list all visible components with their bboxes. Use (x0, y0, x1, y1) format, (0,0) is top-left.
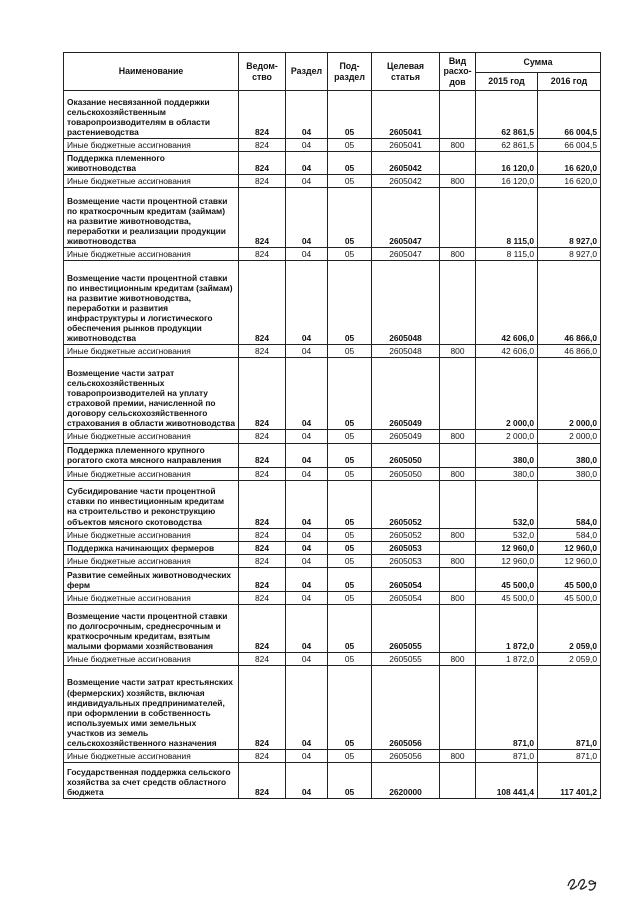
cell-sum-2016: 8 927,0 (538, 188, 601, 248)
cell-razdel: 04 (286, 604, 328, 652)
cell-sum-2015: 532,0 (476, 528, 538, 541)
table-row (64, 591, 601, 604)
cell-ved: 824 (239, 139, 286, 152)
cell-podrazdel: 05 (328, 480, 372, 528)
cell-name: Иные бюджетные ассигнования (64, 554, 239, 567)
table-row (64, 152, 601, 175)
cell-razdel: 04 (286, 567, 328, 591)
cell-name: Развитие семейных животноводческих ферм (64, 567, 239, 591)
cell-razdel: 04 (286, 467, 328, 480)
cell-razdel: 04 (286, 345, 328, 358)
cell-sum-2015: 12 960,0 (476, 554, 538, 567)
header-2016: 2016 год (538, 73, 601, 91)
table-row (64, 345, 601, 358)
cell-ved: 824 (239, 604, 286, 652)
cell-razdel: 04 (286, 152, 328, 175)
cell-tselevaya-statya: 2605053 (372, 554, 440, 567)
cell-sum-2015: 62 861,5 (476, 91, 538, 139)
cell-vid-raskhodov (440, 763, 476, 799)
cell-ved: 824 (239, 567, 286, 591)
cell-sum-2015: 380,0 (476, 443, 538, 467)
cell-vid-raskhodov: 800 (440, 248, 476, 261)
table-body (64, 91, 601, 799)
cell-name: Иные бюджетные ассигнования (64, 591, 239, 604)
cell-tselevaya-statya: 2605047 (372, 248, 440, 261)
cell-tselevaya-statya: 2605048 (372, 345, 440, 358)
cell-tselevaya-statya: 2605047 (372, 188, 440, 248)
table-row (64, 443, 601, 467)
cell-vid-raskhodov (440, 480, 476, 528)
cell-name: Поддержка племенного животноводства (64, 152, 239, 175)
cell-sum-2016: 584,0 (538, 528, 601, 541)
cell-sum-2016: 66 004,5 (538, 139, 601, 152)
cell-sum-2015: 45 500,0 (476, 591, 538, 604)
cell-razdel: 04 (286, 480, 328, 528)
cell-vid-raskhodov: 800 (440, 591, 476, 604)
table-row (64, 652, 601, 665)
cell-tselevaya-statya: 2605050 (372, 467, 440, 480)
cell-sum-2016: 12 960,0 (538, 541, 601, 554)
cell-tselevaya-statya: 2605041 (372, 91, 440, 139)
cell-vid-raskhodov: 800 (440, 750, 476, 763)
cell-sum-2015: 62 861,5 (476, 139, 538, 152)
cell-tselevaya-statya: 2605049 (372, 358, 440, 430)
cell-razdel: 04 (286, 248, 328, 261)
cell-sum-2016: 45 500,0 (538, 591, 601, 604)
cell-podrazdel: 05 (328, 152, 372, 175)
cell-name: Иные бюджетные ассигнования (64, 430, 239, 443)
table-row (64, 91, 601, 139)
table-row (64, 541, 601, 554)
cell-ved: 824 (239, 430, 286, 443)
cell-podrazdel: 05 (328, 528, 372, 541)
cell-sum-2016: 2 059,0 (538, 652, 601, 665)
cell-sum-2016: 2 000,0 (538, 430, 601, 443)
cell-razdel: 04 (286, 750, 328, 763)
cell-ved: 824 (239, 91, 286, 139)
table-row (64, 358, 601, 430)
header-summa: Сумма (476, 53, 601, 73)
cell-podrazdel: 05 (328, 541, 372, 554)
cell-ved: 824 (239, 188, 286, 248)
cell-ved: 824 (239, 152, 286, 175)
cell-tselevaya-statya: 2605048 (372, 261, 440, 345)
cell-ved: 824 (239, 750, 286, 763)
cell-sum-2016: 380,0 (538, 467, 601, 480)
cell-razdel: 04 (286, 188, 328, 248)
cell-vid-raskhodov (440, 604, 476, 652)
cell-ved: 824 (239, 443, 286, 467)
cell-razdel: 04 (286, 261, 328, 345)
cell-razdel: 04 (286, 139, 328, 152)
cell-sum-2015: 42 606,0 (476, 345, 538, 358)
cell-vid-raskhodov (440, 567, 476, 591)
cell-sum-2016: 117 401,2 (538, 763, 601, 799)
cell-podrazdel: 05 (328, 139, 372, 152)
cell-tselevaya-statya: 2605052 (372, 528, 440, 541)
cell-tselevaya-statya: 2605056 (372, 750, 440, 763)
cell-sum-2015: 532,0 (476, 480, 538, 528)
cell-razdel: 04 (286, 430, 328, 443)
table-row (64, 430, 601, 443)
cell-razdel: 04 (286, 591, 328, 604)
table-row (64, 763, 601, 799)
cell-razdel: 04 (286, 358, 328, 430)
cell-vid-raskhodov: 800 (440, 175, 476, 188)
cell-vid-raskhodov (440, 443, 476, 467)
cell-name: Иные бюджетные ассигнования (64, 652, 239, 665)
cell-sum-2016: 12 960,0 (538, 554, 601, 567)
cell-tselevaya-statya: 2605055 (372, 652, 440, 665)
cell-tselevaya-statya: 2605050 (372, 443, 440, 467)
cell-ved: 824 (239, 554, 286, 567)
cell-sum-2015: 1 872,0 (476, 652, 538, 665)
cell-vid-raskhodov: 800 (440, 139, 476, 152)
cell-name: Поддержка племенного крупного рогатого скота мясного направления (64, 443, 239, 467)
cell-podrazdel: 05 (328, 666, 372, 750)
cell-name: Субсидирование части процентной ставки по инвестиционным кредитам на строительство и реконструкцию объектов мясного скотоводства (64, 480, 239, 528)
cell-sum-2016: 2 000,0 (538, 358, 601, 430)
table-row (64, 528, 601, 541)
cell-tselevaya-statya: 2620000 (372, 763, 440, 799)
cell-ved: 824 (239, 345, 286, 358)
cell-podrazdel: 05 (328, 604, 372, 652)
cell-vid-raskhodov: 800 (440, 554, 476, 567)
table-row (64, 666, 601, 750)
cell-vid-raskhodov: 800 (440, 467, 476, 480)
table-row (64, 480, 601, 528)
cell-razdel: 04 (286, 528, 328, 541)
cell-podrazdel: 05 (328, 591, 372, 604)
cell-sum-2015: 871,0 (476, 750, 538, 763)
header-2015: 2015 год (476, 73, 538, 91)
cell-ved: 824 (239, 591, 286, 604)
cell-ved: 824 (239, 467, 286, 480)
cell-sum-2015: 108 441,4 (476, 763, 538, 799)
cell-ved: 824 (239, 528, 286, 541)
cell-razdel: 04 (286, 666, 328, 750)
cell-vid-raskhodov: 800 (440, 430, 476, 443)
cell-podrazdel: 05 (328, 567, 372, 591)
cell-name: Возмещение части процентной ставки по долгосрочным, среднесрочным и краткосрочным кредитам, взятым малыми формами хозяйствования (64, 604, 239, 652)
cell-sum-2015: 42 606,0 (476, 261, 538, 345)
cell-ved: 824 (239, 248, 286, 261)
cell-sum-2015: 12 960,0 (476, 541, 538, 554)
cell-sum-2015: 1 872,0 (476, 604, 538, 652)
cell-name: Оказание несвязанной поддержки сельскохозяйственным товаропроизводителям в области растениеводства (64, 91, 239, 139)
cell-razdel: 04 (286, 175, 328, 188)
cell-vid-raskhodov: 800 (440, 652, 476, 665)
cell-name: Возмещение части процентной ставки по инвестиционным кредитам (займам) на развитие животноводства, переработки и развития инфраструктуры и логистического обеспечения рынков продукции животноводства (64, 261, 239, 345)
cell-vid-raskhodov (440, 541, 476, 554)
cell-tselevaya-statya: 2605055 (372, 604, 440, 652)
cell-podrazdel: 05 (328, 750, 372, 763)
cell-ved: 824 (239, 652, 286, 665)
cell-sum-2016: 16 620,0 (538, 175, 601, 188)
cell-name: Иные бюджетные ассигнования (64, 175, 239, 188)
cell-sum-2016: 2 059,0 (538, 604, 601, 652)
cell-podrazdel: 05 (328, 91, 372, 139)
cell-sum-2016: 584,0 (538, 480, 601, 528)
cell-sum-2016: 46 866,0 (538, 261, 601, 345)
header-name: Наименование (64, 53, 239, 91)
cell-name: Возмещение части процентной ставки по краткосрочным кредитам (займам) на развитие животноводства, переработки и реализации продукции животноводства (64, 188, 239, 248)
header-ved: Ведом- ство (239, 53, 286, 91)
cell-razdel: 04 (286, 652, 328, 665)
cell-tselevaya-statya: 2605056 (372, 666, 440, 750)
cell-vid-raskhodov (440, 152, 476, 175)
cell-vid-raskhodov (440, 666, 476, 750)
cell-name: Иные бюджетные ассигнования (64, 139, 239, 152)
table-row (64, 175, 601, 188)
cell-name: Иные бюджетные ассигнования (64, 248, 239, 261)
cell-podrazdel: 05 (328, 358, 372, 430)
header-podrazdel: Под- раздел (328, 53, 372, 91)
cell-ved: 824 (239, 541, 286, 554)
cell-podrazdel: 05 (328, 261, 372, 345)
cell-sum-2016: 871,0 (538, 666, 601, 750)
table-row (64, 139, 601, 152)
cell-sum-2015: 45 500,0 (476, 567, 538, 591)
cell-sum-2015: 871,0 (476, 666, 538, 750)
table-row (64, 261, 601, 345)
cell-podrazdel: 05 (328, 554, 372, 567)
cell-sum-2016: 871,0 (538, 750, 601, 763)
header-vid: Вид расхо- дов (440, 53, 476, 91)
cell-sum-2015: 8 115,0 (476, 248, 538, 261)
cell-ved: 824 (239, 480, 286, 528)
cell-name: Государственная поддержка сельского хозяйства за счет средств областного бюджета (64, 763, 239, 799)
cell-name: Иные бюджетные ассигнования (64, 750, 239, 763)
table-row (64, 567, 601, 591)
cell-tselevaya-statya: 2605052 (372, 480, 440, 528)
cell-podrazdel: 05 (328, 248, 372, 261)
cell-sum-2016: 8 927,0 (538, 248, 601, 261)
cell-tselevaya-statya: 2605049 (372, 430, 440, 443)
header-razdel: Раздел (286, 53, 328, 91)
cell-sum-2015: 380,0 (476, 467, 538, 480)
cell-vid-raskhodov (440, 261, 476, 345)
cell-tselevaya-statya: 2605054 (372, 591, 440, 604)
cell-razdel: 04 (286, 763, 328, 799)
cell-sum-2016: 380,0 (538, 443, 601, 467)
cell-name: Иные бюджетные ассигнования (64, 467, 239, 480)
cell-podrazdel: 05 (328, 430, 372, 443)
cell-podrazdel: 05 (328, 188, 372, 248)
cell-vid-raskhodov (440, 358, 476, 430)
cell-name: Поддержка начинающих фермеров (64, 541, 239, 554)
table-row (64, 604, 601, 652)
cell-tselevaya-statya: 2605041 (372, 139, 440, 152)
cell-sum-2015: 8 115,0 (476, 188, 538, 248)
cell-name: Возмещение части затрат крестьянских (фермерских) хозяйств, включая индивидуальных предпринимателей, при оформлении в собственность используемых ими земельных участков из земель сельскохозяйственного назначения (64, 666, 239, 750)
cell-podrazdel: 05 (328, 175, 372, 188)
cell-tselevaya-statya: 2605042 (372, 152, 440, 175)
cell-tselevaya-statya: 2605042 (372, 175, 440, 188)
cell-sum-2016: 45 500,0 (538, 567, 601, 591)
table-row (64, 467, 601, 480)
cell-vid-raskhodov: 800 (440, 528, 476, 541)
table-row (64, 554, 601, 567)
cell-vid-raskhodov: 800 (440, 345, 476, 358)
cell-razdel: 04 (286, 541, 328, 554)
cell-podrazdel: 05 (328, 652, 372, 665)
cell-sum-2015: 2 000,0 (476, 430, 538, 443)
cell-razdel: 04 (286, 91, 328, 139)
cell-podrazdel: 05 (328, 345, 372, 358)
cell-sum-2015: 2 000,0 (476, 358, 538, 430)
table-row (64, 750, 601, 763)
header-tselevaya: Целевая статья (372, 53, 440, 91)
cell-sum-2016: 66 004,5 (538, 91, 601, 139)
cell-podrazdel: 05 (328, 467, 372, 480)
budget-table (63, 52, 601, 799)
cell-sum-2015: 16 120,0 (476, 152, 538, 175)
cell-name: Иные бюджетные ассигнования (64, 528, 239, 541)
cell-ved: 824 (239, 666, 286, 750)
cell-sum-2016: 46 866,0 (538, 345, 601, 358)
table-row (64, 248, 601, 261)
cell-ved: 824 (239, 763, 286, 799)
cell-podrazdel: 05 (328, 443, 372, 467)
cell-vid-raskhodov (440, 91, 476, 139)
handwritten-page-number (565, 870, 601, 892)
cell-sum-2015: 16 120,0 (476, 175, 538, 188)
cell-ved: 824 (239, 261, 286, 345)
cell-name: Возмещение части затрат сельскохозяйственных товаропроизводителей на уплату страховой премии, начисленной по договору сельскохозяйственного страхования в области животноводства (64, 358, 239, 430)
cell-razdel: 04 (286, 443, 328, 467)
cell-ved: 824 (239, 175, 286, 188)
cell-tselevaya-statya: 2605053 (372, 541, 440, 554)
cell-name: Иные бюджетные ассигнования (64, 345, 239, 358)
cell-razdel: 04 (286, 554, 328, 567)
cell-vid-raskhodov (440, 188, 476, 248)
table-row (64, 188, 601, 248)
cell-tselevaya-statya: 2605054 (372, 567, 440, 591)
cell-podrazdel: 05 (328, 763, 372, 799)
cell-ved: 824 (239, 358, 286, 430)
cell-sum-2016: 16 620,0 (538, 152, 601, 175)
